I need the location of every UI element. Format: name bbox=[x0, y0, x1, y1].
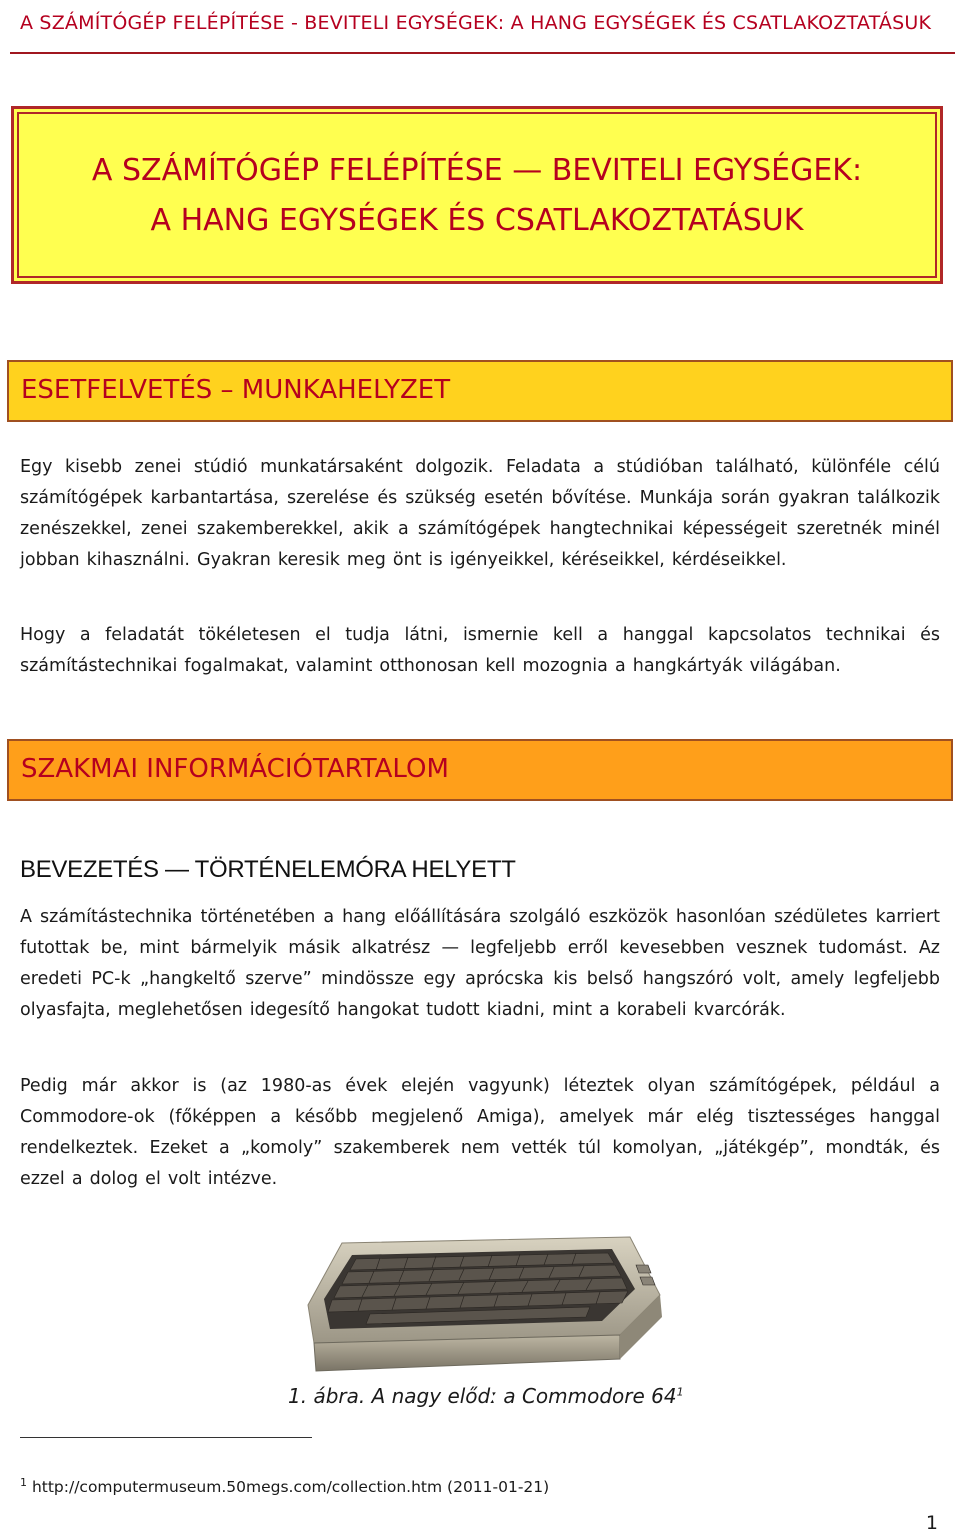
footnote-rule bbox=[20, 1437, 312, 1438]
footnote-text: http://computermuseum.50megs.com/collection.htm (2011-01-21) bbox=[31, 1478, 550, 1497]
document-title-line-2: A HANG EGYSÉGEK ÉS CSATLAKOZTATÁSUK bbox=[150, 203, 804, 238]
footnote-reference[interactable]: 1 bbox=[676, 1385, 684, 1399]
intro-heading: BEVEZETÉS — TÖRTÉNELEMÓRA HELYETT bbox=[20, 856, 516, 883]
intro-paragraph-1: A számítástechnika történetében a hang előállítására szolgáló eszközök hasonlóan szédületes karriert futottak be, mint bármelyik másik alkatrész — legfeljebb erről kevesebben vesznek tudomást. Az eredeti PC-k „hangkeltő szerve” mindössze egy aprócska kis belső hangszóró volt, amely legfeljebb olyasfajta, meglehetősen idegesítő hangokat tudott kiadni, mint a korabeli kvarcórák. bbox=[20, 907, 940, 1020]
commodore-64-image bbox=[290, 1225, 690, 1385]
case-paragraph-1: Egy kisebb zenei stúdió munkatársaként dolgozik. Feladata a stúdióban található, különféle célú számítógépek karbantartása, szerelése és szükség esetén bővítése. Munkája során gyakran találkozik zenészekkel, zenei szakemberekkel, akik a számítógépek hangtechnikai képességeit szeretnék minél jobban kihasználni. Gyakran keresik meg önt is igényeikkel, kéréseikkel, kérdéseikkel. bbox=[20, 457, 940, 570]
figure-caption-text: 1. ábra. A nagy elődː a Commodore 64 bbox=[288, 1384, 677, 1408]
intro-paragraph-2: Pedig már akkor is (az 1980-as évek elején vagyunk) léteztek olyan számítógépek, például a Commodore-ok (főképpen a később megjelenő Amiga), amelyek már elég tisztességes hanggal rendelkeztek. Ezeket a „komoly” szakemberek nem vették túl komolyan, „játékgép”, mondták, és ezzel a dolog el volt intézve. bbox=[20, 1076, 940, 1189]
document-title-line-1: A SZÁMÍTÓGÉP FELÉPÍTÉSE — BEVITELI EGYSÉGEK: bbox=[91, 153, 863, 188]
case-paragraph-2: Hogy a feladatát tökéletesen el tudja látni, ismernie kell a hanggal kapcsolatos technikai és számítástechnikai fogalmakat, valamint otthonosan kell mozognia a hangkártyák világában. bbox=[20, 625, 940, 676]
page-number: 1 bbox=[925, 1512, 938, 1534]
title-box bbox=[11, 106, 943, 284]
footnote bbox=[20, 1476, 549, 1496]
figure-caption bbox=[288, 1384, 684, 1408]
running-header: A SZÁMÍTÓGÉP FELÉPÍTÉSE - BEVITELI EGYSÉGEK: A HANG EGYSÉGEK ÉS CSATLAKOZTATÁSUK bbox=[20, 12, 932, 34]
section-heading-info: SZAKMAI INFORMÁCIÓTARTALOM bbox=[7, 739, 953, 801]
footnote-marker: 1 bbox=[20, 1476, 27, 1489]
section-heading-case: ESETFELVETÉS – MUNKAHELYZET bbox=[7, 360, 953, 422]
header-rule bbox=[10, 52, 955, 54]
